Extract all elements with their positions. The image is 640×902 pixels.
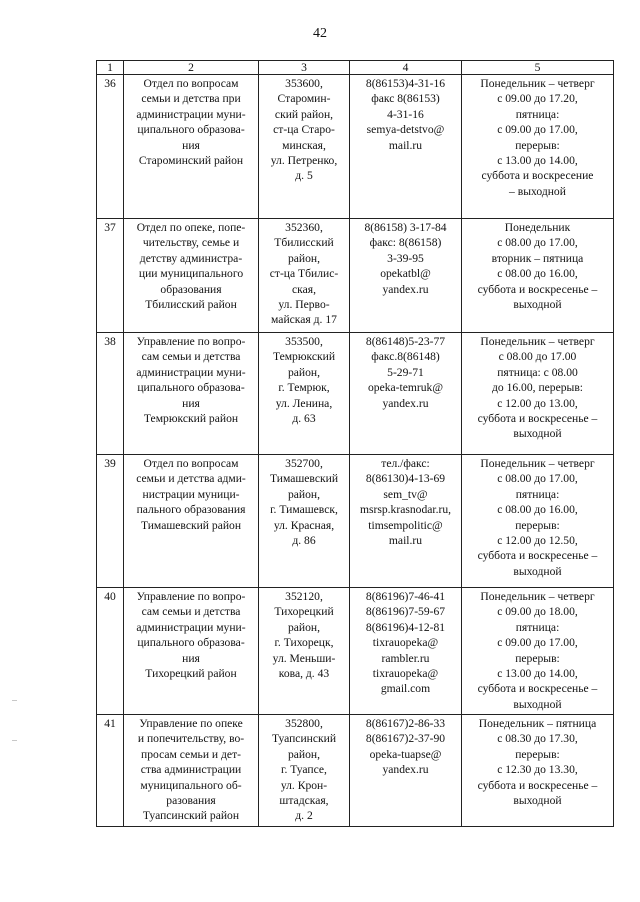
contacts-cell — [350, 715, 462, 827]
cell-line: ст-ца Тбилис- — [269, 267, 339, 281]
cell-line: семьи и детства при — [141, 92, 241, 106]
row-number: 37 — [97, 219, 124, 333]
cell-line: ния — [182, 651, 200, 665]
cell-line: с 09.00 до 17.20, — [497, 92, 578, 106]
department-name-cell — [124, 455, 259, 588]
cell-line: Понедельник – четверг — [480, 457, 595, 470]
cell-line: сам семьи и детства — [141, 605, 241, 619]
cell-line: Отдел по вопросам — [143, 457, 239, 470]
cell-line: 8(86167)2-37-90 — [365, 732, 446, 746]
cell-line: 8(86196)7-59-67 — [365, 605, 446, 619]
cell-line: и попечительству, во- — [137, 732, 245, 746]
department-name-cell — [124, 219, 259, 333]
cell-line: суббота и воскресенье – — [477, 412, 598, 426]
scan-mark — [12, 740, 17, 741]
cell-line: суббота и воскресенье – — [477, 778, 598, 792]
row-number: 38 — [97, 333, 124, 455]
cell-line: ский район, — [274, 107, 334, 121]
working-hours-cell — [462, 588, 614, 715]
cell-line: суббота и воскресенье – — [477, 682, 598, 696]
cell-line: перерыв: — [515, 138, 560, 152]
department-name-cell — [124, 75, 259, 219]
page-number: 42 — [313, 26, 327, 41]
scan-mark — [12, 700, 17, 701]
address-cell — [259, 333, 350, 455]
table-row — [97, 333, 614, 455]
cell-line: 8(86148)5-23-77 — [365, 335, 446, 348]
cell-line: с 09.00 до 17.00, — [497, 123, 578, 137]
cell-line: Тихорецкий район — [145, 667, 237, 681]
address-cell — [259, 219, 350, 333]
address-cell — [259, 75, 350, 219]
cell-line: 353500, — [285, 335, 323, 348]
cell-line: с 08.00 до 16.00, — [497, 503, 578, 517]
cell-line: Понедельник – четверг — [480, 77, 595, 90]
cell-line: 353600, — [285, 77, 323, 90]
address-cell — [259, 715, 350, 827]
working-hours-cell — [462, 455, 614, 588]
row-number: 39 — [97, 455, 124, 588]
header-row — [97, 61, 614, 75]
cell-line: rambler.ru — [381, 651, 430, 665]
cell-line: с 09.00 до 18.00, — [497, 605, 578, 619]
cell-line: район, — [287, 747, 321, 761]
cell-line: администрации муни- — [136, 365, 246, 379]
cell-line: opekatbl@ — [380, 267, 431, 281]
cell-line: факс 8(86153) — [371, 92, 440, 106]
cell-line: выходной — [513, 427, 562, 441]
cell-line: opeka-tuapse@ — [369, 747, 442, 761]
cell-line: Тихорецкий — [274, 605, 334, 619]
cell-line: д. 86 — [292, 534, 316, 548]
department-name-cell — [124, 588, 259, 715]
cell-line: 4-31-16 — [387, 107, 424, 121]
cell-line: yandex.ru — [382, 396, 429, 410]
contacts-cell — [350, 333, 462, 455]
column-header: 3 — [259, 61, 350, 75]
cell-line: район, — [287, 251, 321, 265]
cell-line: семьи и детства адми- — [136, 472, 246, 486]
cell-line: факс: 8(86158) — [369, 236, 442, 250]
cell-line: с 08.00 до 16.00, — [497, 267, 578, 281]
cell-line: ции муниципального — [138, 267, 244, 281]
cell-line: с 08.30 до 17.30, — [497, 732, 578, 746]
table-row — [97, 588, 614, 715]
cell-line: ул. Ленина, — [275, 396, 333, 410]
cell-line: суббота и воскресение — [481, 169, 594, 183]
cell-line: перерыв: — [515, 651, 560, 665]
cell-line: 352360, — [285, 221, 323, 234]
cell-line: Отдел по опеке, попе- — [136, 221, 246, 234]
table-row — [97, 455, 614, 588]
cell-line: 5-29-71 — [387, 365, 424, 379]
cell-line: г. Тимашевск, — [270, 503, 338, 517]
cell-line: администрации муни- — [136, 620, 246, 634]
cell-line: sem_tv@ — [383, 487, 428, 501]
cell-line: перерыв: — [515, 518, 560, 532]
cell-line: 8(86158) 3-17-84 — [364, 221, 447, 234]
cell-line: с 08.00 до 17.00, — [497, 236, 578, 250]
department-name-cell — [124, 333, 259, 455]
cell-line: Управление по вопро- — [136, 590, 246, 603]
cell-line: Туапсинский — [271, 732, 337, 746]
table-row — [97, 715, 614, 827]
contacts-cell — [350, 75, 462, 219]
cell-line: нистрации муници- — [142, 487, 240, 501]
cell-line: перерыв: — [515, 747, 560, 761]
cell-line: 352120, — [285, 590, 323, 603]
working-hours-cell — [462, 75, 614, 219]
table-row — [97, 219, 614, 333]
cell-line: администрации муни- — [136, 107, 246, 121]
cell-line: с 08.00 до 17.00 — [498, 350, 577, 364]
cell-line: ципального образова- — [137, 123, 245, 137]
cell-line: Темрюкский район — [143, 412, 239, 426]
cell-line: 8(86196)4-12-81 — [365, 620, 446, 634]
cell-line: Тбилисский — [274, 236, 334, 250]
column-header: 1 — [97, 61, 124, 75]
cell-line: выходной — [513, 298, 562, 312]
cell-line: д. 5 — [295, 169, 313, 183]
cell-line: 352800, — [285, 717, 323, 730]
cell-line: Темрюкский — [272, 350, 336, 364]
cell-line: район, — [287, 620, 321, 634]
cell-line: ул. Крон- — [280, 778, 328, 792]
cell-line: ципального образова- — [137, 381, 245, 395]
cell-line: сам семьи и детства — [141, 350, 241, 364]
cell-line: Понедельник — [504, 221, 571, 234]
cell-line: г. Темрюк, — [278, 381, 330, 395]
cell-line: вторник – пятница — [491, 251, 584, 265]
address-cell — [259, 588, 350, 715]
working-hours-cell — [462, 333, 614, 455]
department-name-cell — [124, 715, 259, 827]
cell-line: opeka-temruk@ — [367, 381, 444, 395]
cell-line: чительству, семье и — [142, 236, 240, 250]
cell-line: до 16.00, перерыв: — [491, 381, 584, 395]
cell-line: ства администрации — [140, 763, 242, 777]
cell-line: выходной — [513, 564, 562, 578]
column-header: 5 — [462, 61, 614, 75]
table-body — [97, 75, 614, 827]
column-header: 2 — [124, 61, 259, 75]
cell-line: с 12.00 до 13.00, — [497, 396, 578, 410]
cell-line: минская, — [282, 138, 326, 152]
cell-line: mail.ru — [388, 138, 423, 152]
cell-line: с 09.00 до 17.00, — [497, 636, 578, 650]
cell-line: 8(86167)2-86-33 — [365, 717, 446, 730]
cell-line: Управление по опеке — [139, 717, 243, 730]
cell-line: 8(86196)7-46-41 — [365, 590, 446, 603]
cell-line: майская д. 17 — [271, 313, 337, 327]
cell-line: пального образования — [136, 503, 246, 517]
cell-line: факс.8(86148) — [371, 350, 440, 364]
cell-line: yandex.ru — [382, 282, 429, 296]
cell-line: суббота и воскресенье – — [477, 549, 598, 563]
cell-line: образования — [160, 282, 222, 296]
cell-line: Тимашевский район — [140, 518, 242, 532]
cell-line: пятница: — [515, 620, 560, 634]
cell-line: пятница: — [515, 107, 560, 121]
cell-line: Отдел по вопросам — [143, 77, 239, 90]
cell-line: пятница: — [515, 487, 560, 501]
cell-line: район, — [287, 365, 321, 379]
working-hours-cell — [462, 715, 614, 827]
cell-line: tixrauopeka@ — [372, 667, 439, 681]
cell-line: 8(86153)4-31-16 — [365, 77, 446, 90]
working-hours-cell — [462, 219, 614, 333]
cell-line: ул. Перво- — [278, 298, 330, 312]
cell-line: с 13.00 до 14.00, — [497, 154, 578, 168]
cell-line: муниципального об- — [140, 778, 242, 792]
cell-line: Староминский район — [138, 154, 244, 168]
cell-line: semya-detstvo@ — [366, 123, 445, 137]
cell-line: район, — [287, 487, 321, 501]
cell-line: Понедельник – пятница — [478, 717, 597, 730]
cell-line: с 13.00 до 14.00, — [497, 667, 578, 681]
row-number: 40 — [97, 588, 124, 715]
cell-line: просам семьи и дет- — [141, 747, 241, 761]
cell-line: ния — [182, 396, 200, 410]
cell-line: Старомин- — [277, 92, 331, 106]
cell-line: г. Тихорецк, — [274, 636, 334, 650]
cell-line: д. 63 — [292, 412, 316, 426]
cell-line: с 12.00 до 12.50, — [497, 534, 578, 548]
cell-line: суббота и воскресенье – — [477, 282, 598, 296]
cell-line: Туапсинский район — [142, 809, 240, 823]
cell-line: ния — [182, 138, 200, 152]
cell-line: gmail.com — [380, 682, 431, 696]
table-row — [97, 75, 614, 219]
cell-line: Понедельник – четверг — [480, 590, 595, 603]
cell-line: д. 2 — [295, 809, 313, 823]
cell-line: timsempolitic@ — [368, 518, 443, 532]
cell-line: с 08.00 до 17.00, — [497, 472, 578, 486]
cell-line: Тбилисский район — [145, 298, 237, 312]
cell-line: выходной — [513, 794, 562, 808]
cell-line: 352700, — [285, 457, 323, 470]
cell-line: тел./факс: — [381, 457, 430, 470]
cell-line: с 12.30 до 13.30, — [497, 763, 578, 777]
cell-line: msrsp.krasnodar.ru, — [359, 503, 452, 517]
cell-line: ст-ца Старо- — [273, 123, 335, 137]
cell-line: ул. Петренко, — [270, 154, 338, 168]
cell-line: выходной — [513, 697, 562, 711]
cell-line: детству администра- — [139, 251, 243, 265]
contacts-cell — [350, 455, 462, 588]
cell-line: Тимашевский — [269, 472, 339, 486]
cell-line: кова, д. 43 — [278, 667, 330, 681]
row-number: 36 — [97, 75, 124, 219]
cell-line: ул. Красная, — [273, 518, 335, 532]
contacts-cell — [350, 219, 462, 333]
cell-line: 8(86130)4-13-69 — [365, 472, 446, 486]
cell-line: разования — [166, 794, 216, 808]
cell-line: ская, — [292, 282, 316, 296]
column-header: 4 — [350, 61, 462, 75]
cell-line: yandex.ru — [382, 763, 429, 777]
cell-line: Управление по вопро- — [136, 335, 246, 348]
cell-line: ципального образова- — [137, 636, 245, 650]
cell-line: 3-39-95 — [387, 251, 424, 265]
contacts-cell — [350, 588, 462, 715]
cell-line: tixrauopeka@ — [372, 636, 439, 650]
cell-line: Понедельник – четверг — [480, 335, 595, 348]
cell-line: пятница: с 08.00 — [497, 365, 578, 379]
cell-line: штадская, — [279, 794, 329, 808]
cell-line: mail.ru — [388, 534, 423, 548]
row-number: 41 — [97, 715, 124, 827]
address-cell — [259, 455, 350, 588]
contacts-table — [96, 60, 614, 827]
cell-line: – выходной — [509, 184, 566, 198]
cell-line: г. Туапсе, — [281, 763, 327, 777]
cell-line: ул. Меньши- — [272, 651, 336, 665]
